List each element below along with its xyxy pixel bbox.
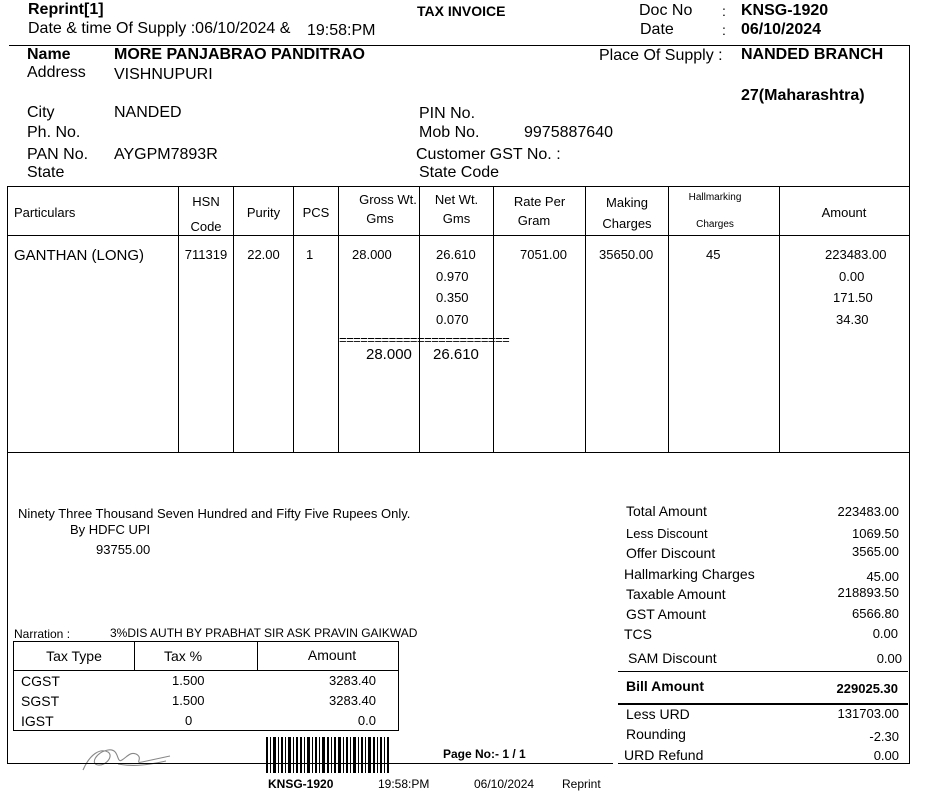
less-urd: 131703.00 bbox=[837, 706, 899, 721]
offer-discount-label: Offer Discount bbox=[626, 545, 716, 561]
page-number: Page No:- 1 / 1 bbox=[443, 747, 526, 761]
sam-discount: 0.00 bbox=[876, 651, 902, 666]
less-discount: 1069.50 bbox=[852, 526, 899, 541]
col-divider bbox=[338, 186, 339, 452]
invoice-title: TAX INVOICE bbox=[417, 3, 506, 19]
less-discount-label: Less Discount bbox=[626, 526, 708, 541]
signature bbox=[78, 734, 178, 776]
supply-time: 19:58:PM bbox=[307, 22, 376, 39]
col-header-purity: Purity bbox=[246, 205, 281, 220]
page-right-border bbox=[909, 46, 910, 764]
bill-amount-label: Bill Amount bbox=[626, 678, 705, 694]
pin-label: PIN No. bbox=[419, 105, 476, 122]
offer-discount: 3565.00 bbox=[852, 544, 899, 559]
item-amount: 34.30 bbox=[836, 312, 869, 327]
tcs-label: TCS bbox=[624, 626, 652, 642]
amount-in-words: Ninety Three Thousand Seven Hundred and Fifty Five Rupees Only. bbox=[18, 506, 411, 521]
item-hsn: 711319 bbox=[184, 247, 228, 262]
state-label: State bbox=[27, 164, 65, 181]
col-header-making: Making bbox=[606, 195, 648, 210]
bill-top-border bbox=[618, 671, 908, 672]
col-header-particulars: Particulars bbox=[14, 205, 76, 220]
urd-refund-label: URD Refund bbox=[624, 747, 704, 763]
col-header-hallmarking: Hallmarking bbox=[688, 192, 742, 203]
gst-amount: 6566.80 bbox=[852, 606, 899, 621]
phone-label: Ph. No. bbox=[27, 124, 81, 141]
tax-pct: 1.500 bbox=[172, 673, 205, 688]
total-net-wt: 26.610 bbox=[433, 346, 479, 363]
tax-type: CGST bbox=[21, 673, 60, 689]
bill-amount: 229025.30 bbox=[836, 681, 898, 696]
date-colon: : bbox=[722, 22, 726, 38]
tax-header-type: Tax Type bbox=[46, 648, 102, 664]
item-amount: 223483.00 bbox=[825, 247, 887, 262]
payment-amount: 93755.00 bbox=[96, 542, 151, 557]
sam-discount-label: SAM Discount bbox=[628, 650, 717, 666]
barcode bbox=[266, 737, 390, 773]
footer-line bbox=[618, 763, 910, 764]
total-separator: ======================== bbox=[339, 332, 510, 347]
pan-label: PAN No. bbox=[27, 146, 89, 163]
item-amount: 171.50 bbox=[833, 290, 873, 305]
item-pcs: 1 bbox=[306, 247, 314, 262]
doc-no-label: Doc No bbox=[639, 2, 693, 19]
col-header-pcs: PCS bbox=[302, 205, 330, 220]
col-header-amount: Amount bbox=[821, 205, 867, 220]
col-header-code: Code bbox=[190, 219, 222, 234]
item-making: 35650.00 bbox=[599, 247, 654, 262]
taxable-amount-label: Taxable Amount bbox=[626, 586, 726, 602]
tax-type: SGST bbox=[21, 693, 60, 709]
item-net-wt: 0.070 bbox=[436, 312, 469, 327]
item-rate: 7051.00 bbox=[520, 247, 567, 262]
gst-label: Customer GST No. : bbox=[416, 146, 561, 163]
date-label: Date bbox=[640, 21, 674, 38]
place-of-supply-label: Place Of Supply : bbox=[599, 47, 723, 64]
col-header-rate-unit: Gram bbox=[517, 213, 551, 228]
state-code-value: 27(Maharashtra) bbox=[741, 87, 865, 104]
item-net-wt: 0.350 bbox=[436, 290, 469, 305]
doc-no: KNSG-1920 bbox=[741, 2, 829, 19]
tax-type: IGST bbox=[21, 713, 54, 729]
col-header-making-unit: Charges bbox=[602, 216, 652, 231]
tax-amount: 0.0 bbox=[357, 713, 376, 728]
hallmarking-charges: 45.00 bbox=[866, 569, 899, 584]
footer-line bbox=[7, 763, 613, 764]
col-header-gross-unit: Gms bbox=[366, 211, 394, 226]
tax-pct: 0 bbox=[185, 713, 193, 728]
tax-header-pct: Tax % bbox=[163, 648, 203, 664]
invoice-date: 06/10/2024 bbox=[741, 21, 822, 38]
item-particulars: GANTHAN (LONG) bbox=[14, 247, 145, 264]
col-header-net: Net Wt. bbox=[434, 192, 479, 207]
hallmarking-charges-label: Hallmarking Charges bbox=[624, 566, 755, 582]
col-divider bbox=[779, 186, 780, 452]
col-header-hallmarking-unit: Charges bbox=[696, 219, 734, 230]
tax-amount: 3283.40 bbox=[329, 673, 376, 688]
customer-city: NANDED bbox=[114, 104, 182, 121]
total-gross-wt: 28.000 bbox=[366, 346, 412, 363]
taxable-amount: 218893.50 bbox=[837, 585, 899, 600]
col-divider bbox=[419, 186, 420, 452]
table-bottom-border bbox=[7, 452, 910, 453]
narration-label: Narration : bbox=[14, 627, 71, 641]
footer-time: 19:58:PM bbox=[378, 777, 430, 791]
table-top-border bbox=[7, 186, 910, 187]
item-net-wt: 26.610 bbox=[436, 247, 476, 262]
item-net-wt: 0.970 bbox=[436, 269, 469, 284]
urd-refund: 0.00 bbox=[873, 748, 899, 763]
tax-amount: 3283.40 bbox=[329, 693, 376, 708]
barcode-text: KNSG-1920 bbox=[268, 777, 334, 791]
payment-mode: By HDFC UPI bbox=[70, 522, 151, 537]
customer-address: VISHNUPURI bbox=[114, 66, 213, 83]
table-header-divider bbox=[7, 235, 910, 236]
tax-header-amount: Amount bbox=[307, 647, 357, 663]
pan-number: AYGPM7893R bbox=[114, 146, 218, 163]
less-urd-label: Less URD bbox=[626, 706, 690, 722]
rounding-label: Rounding bbox=[626, 726, 686, 742]
mobile-number: 9975887640 bbox=[524, 124, 613, 141]
col-divider bbox=[293, 186, 294, 452]
footer-date: 06/10/2024 bbox=[474, 777, 535, 791]
tcs-amount: 0.00 bbox=[872, 626, 898, 641]
name-label: Name bbox=[27, 46, 71, 63]
customer-name: MORE PANJABRAO PANDITRAO bbox=[114, 46, 365, 63]
tax-header-divider bbox=[13, 670, 399, 671]
page-left-border bbox=[7, 186, 8, 764]
footer-reprint: Reprint bbox=[562, 777, 601, 791]
item-amount: 0.00 bbox=[839, 269, 865, 284]
item-purity: 22.00 bbox=[247, 247, 280, 262]
gst-amount-label: GST Amount bbox=[626, 606, 706, 622]
doc-no-colon: : bbox=[722, 3, 726, 19]
state-code-label: State Code bbox=[419, 164, 500, 181]
col-header-hsn: HSN bbox=[192, 194, 220, 209]
rounding: -2.30 bbox=[869, 729, 899, 744]
narration-text: 3%DIS AUTH BY PRABHAT SIR ASK PRAVIN GAIKWAD bbox=[110, 626, 418, 640]
reprint-label: Reprint[1] bbox=[28, 1, 104, 18]
col-header-net-unit: Gms bbox=[442, 211, 471, 226]
col-header-rate: Rate Per bbox=[513, 194, 566, 209]
supply-datetime: Date & time Of Supply :06/10/2024 & bbox=[28, 20, 291, 37]
place-of-supply: NANDED BRANCH bbox=[741, 46, 884, 63]
total-amount-label: Total Amount bbox=[626, 503, 707, 519]
total-amount: 223483.00 bbox=[837, 504, 899, 519]
city-label: City bbox=[27, 104, 55, 121]
item-gross-wt: 28.000 bbox=[352, 247, 392, 262]
bill-bottom-border bbox=[618, 703, 908, 705]
tax-pct: 1.500 bbox=[172, 693, 205, 708]
mob-label: Mob No. bbox=[419, 124, 480, 141]
item-hallmark: 45 bbox=[706, 247, 721, 262]
address-label: Address bbox=[27, 64, 86, 81]
col-header-gross: Gross Wt. bbox=[359, 192, 417, 207]
